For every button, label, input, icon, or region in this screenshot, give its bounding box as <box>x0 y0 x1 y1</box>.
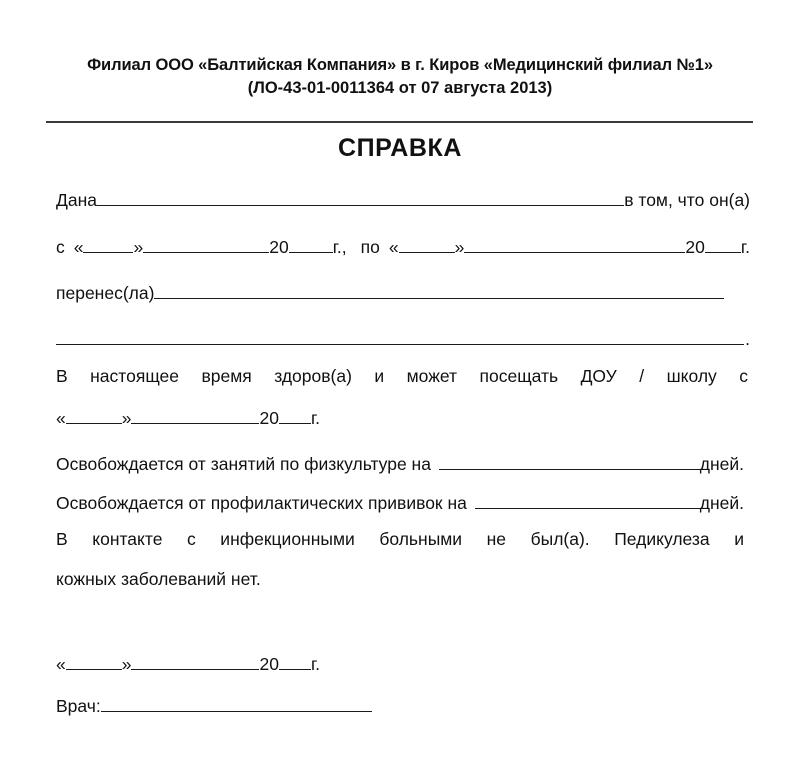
signature-year-suffix: г. <box>310 653 321 674</box>
given-label: Дана <box>56 189 97 210</box>
vaccination-exemption-suffix: дней. <box>699 492 744 513</box>
from-year-blank[interactable] <box>289 235 333 253</box>
form-row-illness <box>56 281 724 302</box>
from-day-blank[interactable] <box>83 235 133 253</box>
illness-blank-continued[interactable] <box>56 327 744 345</box>
signature-year-prefix: 20 <box>259 653 279 674</box>
form-row-doctor <box>56 694 372 715</box>
from-year-prefix: 20 <box>269 236 289 257</box>
to-day-blank[interactable] <box>399 235 455 253</box>
form-row-vaccination-exemption <box>56 491 744 512</box>
header-divider <box>46 121 753 123</box>
quote-open-1: « <box>73 236 84 257</box>
form-row-return-date <box>56 406 750 427</box>
to-year-prefix: 20 <box>685 236 705 257</box>
illness-blank[interactable] <box>154 281 724 299</box>
doctor-label: Врач: <box>56 695 101 716</box>
return-year-suffix: г. <box>310 407 321 428</box>
to-year-suffix: г. <box>740 236 750 257</box>
to-label: по <box>360 236 380 257</box>
form-row-illness-cont <box>56 327 750 348</box>
return-month-blank[interactable] <box>131 406 259 424</box>
vaccination-exemption-label: Освобождается от профилактических прививок на <box>56 492 467 513</box>
quote-close-3: » <box>121 407 132 428</box>
quote-open-4: « <box>56 653 66 674</box>
form-row-signature-date <box>56 652 750 673</box>
contact-statement-continued: кожных заболеваний нет. <box>56 569 261 589</box>
quote-close-1: » <box>133 236 144 257</box>
contact-statement-text: В контакте с инфекционными больными не был(а). Педикулеза и <box>56 529 744 549</box>
doctor-signature-blank[interactable] <box>101 694 372 712</box>
form-row-period <box>56 235 750 256</box>
quote-open-3: « <box>56 407 66 428</box>
quote-close-4: » <box>121 653 132 674</box>
pe-exemption-suffix: дней. <box>699 453 744 474</box>
form-row-given <box>56 188 750 209</box>
return-year-blank[interactable] <box>279 406 311 424</box>
document-header <box>46 54 754 100</box>
license-number: (ЛО-43-01-0011364 от 07 августа 2013) <box>247 79 553 98</box>
form-row-pe-exemption <box>56 452 744 473</box>
health-status-text: В настоящее время здоров(а) и может посещать ДОУ / школу с <box>56 366 748 386</box>
given-name-blank[interactable] <box>97 188 624 206</box>
illness-period: . <box>745 328 750 349</box>
return-day-blank[interactable] <box>66 406 122 424</box>
page-title: СПРАВКА <box>337 134 463 162</box>
return-year-prefix: 20 <box>259 407 279 428</box>
signature-day-blank[interactable] <box>66 652 122 670</box>
to-month-blank[interactable] <box>464 235 685 253</box>
signature-month-blank[interactable] <box>131 652 259 670</box>
given-suffix: в том, что он(а) <box>624 189 750 210</box>
organization-name: Филиал ООО «Балтийская Компания» в г. Киров «Медицинский филиал №1» <box>87 56 713 74</box>
quote-close-2: » <box>454 236 465 257</box>
to-year-blank[interactable] <box>705 235 741 253</box>
from-month-blank[interactable] <box>143 235 269 253</box>
pe-exemption-days-blank[interactable] <box>439 452 700 470</box>
pe-exemption-label: Освобождается от занятий по физкультуре на <box>56 453 431 474</box>
illness-label: перенес(ла) <box>56 282 155 303</box>
vaccination-exemption-days-blank[interactable] <box>475 491 700 509</box>
from-year-suffix: г., <box>332 236 347 257</box>
from-label: с <box>56 236 65 257</box>
signature-year-blank[interactable] <box>279 652 311 670</box>
quote-open-2: « <box>388 236 399 257</box>
